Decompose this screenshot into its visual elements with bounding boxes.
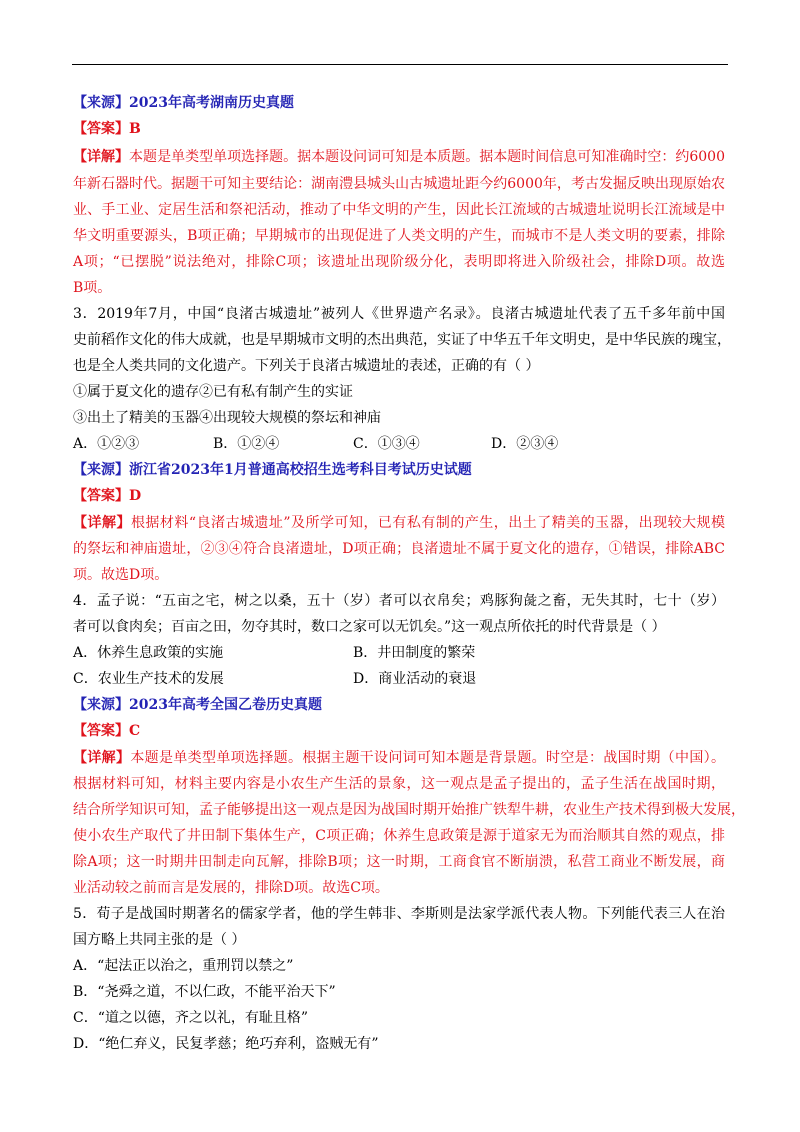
answer-label: 【答案】 [73, 121, 129, 137]
q3-detail-line: 项。故选D项。 [73, 567, 169, 583]
q5-option-c: C．“道之以德，齐之以礼，有耻且格” [73, 1010, 309, 1026]
q4-option-a: A．休养生息政策的实施 [73, 645, 224, 661]
q3-detail-line: 的祭坛和神庙遗址，②③④符合良渚遗址，D项正确；良渚遗址不属于夏文化的遗存，①错误，排除ABC [73, 541, 725, 557]
q3-stem-line: ③出土了精美的玉器④出现较大规模的祭坛和神庙 [73, 410, 381, 426]
q5-option-a: A．“起法正以治之，重刑罚以禁之” [73, 958, 294, 974]
q4-answer [73, 722, 140, 742]
q5-stem-line: 5．荀子是战国时期著名的儒家学者，他的学生韩非、李斯则是法家学派代表人物。下列能代表三人在治 [73, 906, 725, 922]
q3-source: 【来源】浙江省2023年1月普通高校招生选考科目考试历史试题 [73, 462, 472, 478]
q4-option-b: B．井田制度的繁荣 [353, 645, 476, 661]
q3-option-a: A．①②③ [73, 436, 140, 452]
q2-source: 【来源】2023年高考湖南历史真题 [73, 95, 294, 111]
q4-detail-line: 结合所学知识可知，孟子能够提出这一观点是因为战国时期开始推广铁犁牛耕，农业生产技术得到极大发展， [73, 802, 745, 818]
q2-detail-line: B项。 [73, 280, 112, 296]
answer-value: D [129, 488, 142, 504]
answer-label: 【答案】 [73, 723, 129, 739]
answer-value: B [129, 121, 141, 137]
header-rule [72, 64, 728, 65]
q4-stem-line: 4．孟子说：“五亩之宅，树之以桑，五十（岁）者可以衣帛矣；鸡豚狗彘之畜，无失其时，七十（岁） [73, 593, 725, 609]
q3-detail-line: 【详解】根据材料“良渚古城遗址”及所学可知，已有私有制的产生，出土了精美的玉器，出现较大规模 [73, 515, 726, 531]
q5-option-b: B．“尧舜之道，不以仁政，不能平治天下” [73, 984, 336, 1000]
q3-option-c: C．①③④ [353, 436, 420, 452]
q4-detail-line: 根据材料可知，材料主要内容是小农生产生活的景象，这一观点是孟子提出的，孟子生活在战国时期， [73, 776, 725, 792]
q3-stem-line: ①属于夏文化的遗存②已有私有制产生的实证 [73, 384, 353, 400]
q2-detail-line: 年新石器时代。据题干可知主要结论：湖南澧县城头山古城遗址距今约6000年，考古发掘反映出现原始农 [73, 176, 725, 192]
q3-answer [73, 487, 141, 507]
q3-stem-line: 3．2019年7月，中国“良渚古城遗址”被列人《世界遗产名录》。良渚古城遗址代表了五千多年前中国 [73, 306, 725, 322]
q2-detail-line: 业、手工业、定居生活和祭祀活动，推动了中华文明的产生，因此长江流域的古城遗址说明长江流域是中 [73, 202, 725, 218]
q5-option-d: D．“绝仁弃义，民复孝慈；绝巧弃利，盗贼无有” [73, 1036, 379, 1052]
q4-source: 【来源】2023年高考全国乙卷历史真题 [73, 697, 322, 713]
detail-label: 【详解】 [73, 149, 130, 165]
q3-option-b: B．①②④ [213, 436, 280, 452]
detail-label: 【详解】 [73, 515, 131, 531]
q4-detail-line: 【详解】本题是单类型单项选择题。根据主题干设问词可知本题是背景题。时空是：战国时期（中国）。 [73, 750, 726, 766]
answer-value: C [129, 723, 141, 739]
answer-label: 【答案】 [73, 488, 129, 504]
q4-option-d: D．商业活动的衰退 [353, 671, 477, 687]
q2-answer [73, 120, 141, 140]
q4-detail-line: 使小农生产取代了井田制下集体生产，C项正确；休养生息政策是源于道家无为而治顺其自然的观点，排 [73, 828, 725, 844]
q3-stem-line: 也是全人类共同的文化遗产。下列关于良渚古城遗址的表述，正确的有（ ） [73, 358, 540, 374]
detail-label: 【详解】 [73, 750, 131, 766]
q3-stem-line: 史前稻作文化的伟大成就，也是早期城市文明的杰出典范，实证了中华五千年文明史，是中华民族的瑰宝， [73, 332, 731, 348]
q5-stem-line: 国方略上共同主张的是（ ） [73, 932, 246, 948]
q2-detail-line: 华文明重要源头，B项正确；早期城市的出现促进了人类文明的产生，而城市不是人类文明的要素，排除 [73, 228, 725, 244]
q4-detail-line: 除A项；这一时期井田制走向瓦解，排除B项；这一时期，工商食官不断崩溃，私营工商业不断发展，商 [73, 854, 725, 870]
q3-option-d: D．②③④ [491, 436, 559, 452]
q4-stem-line: 者可以食肉矣；百亩之田，勿夺其时，数口之家可以无饥矣。”这一观点所依托的时代背景是（ ） [73, 619, 666, 635]
q2-detail-line: 【详解】本题是单类型单项选择题。据本题设问词可知是本质题。据本题时间信息可知准确时空：约6000 [73, 149, 726, 165]
q4-option-c: C．农业生产技术的发展 [73, 671, 224, 687]
q4-detail-line: 业活动较之前而言是发展的，排除D项。故选C项。 [73, 880, 389, 896]
q2-detail-line: A项；“已摆脱”说法绝对，排除C项；该遗址出现阶级分化，表明即将进入阶级社会，排除D项。故选 [73, 254, 725, 270]
